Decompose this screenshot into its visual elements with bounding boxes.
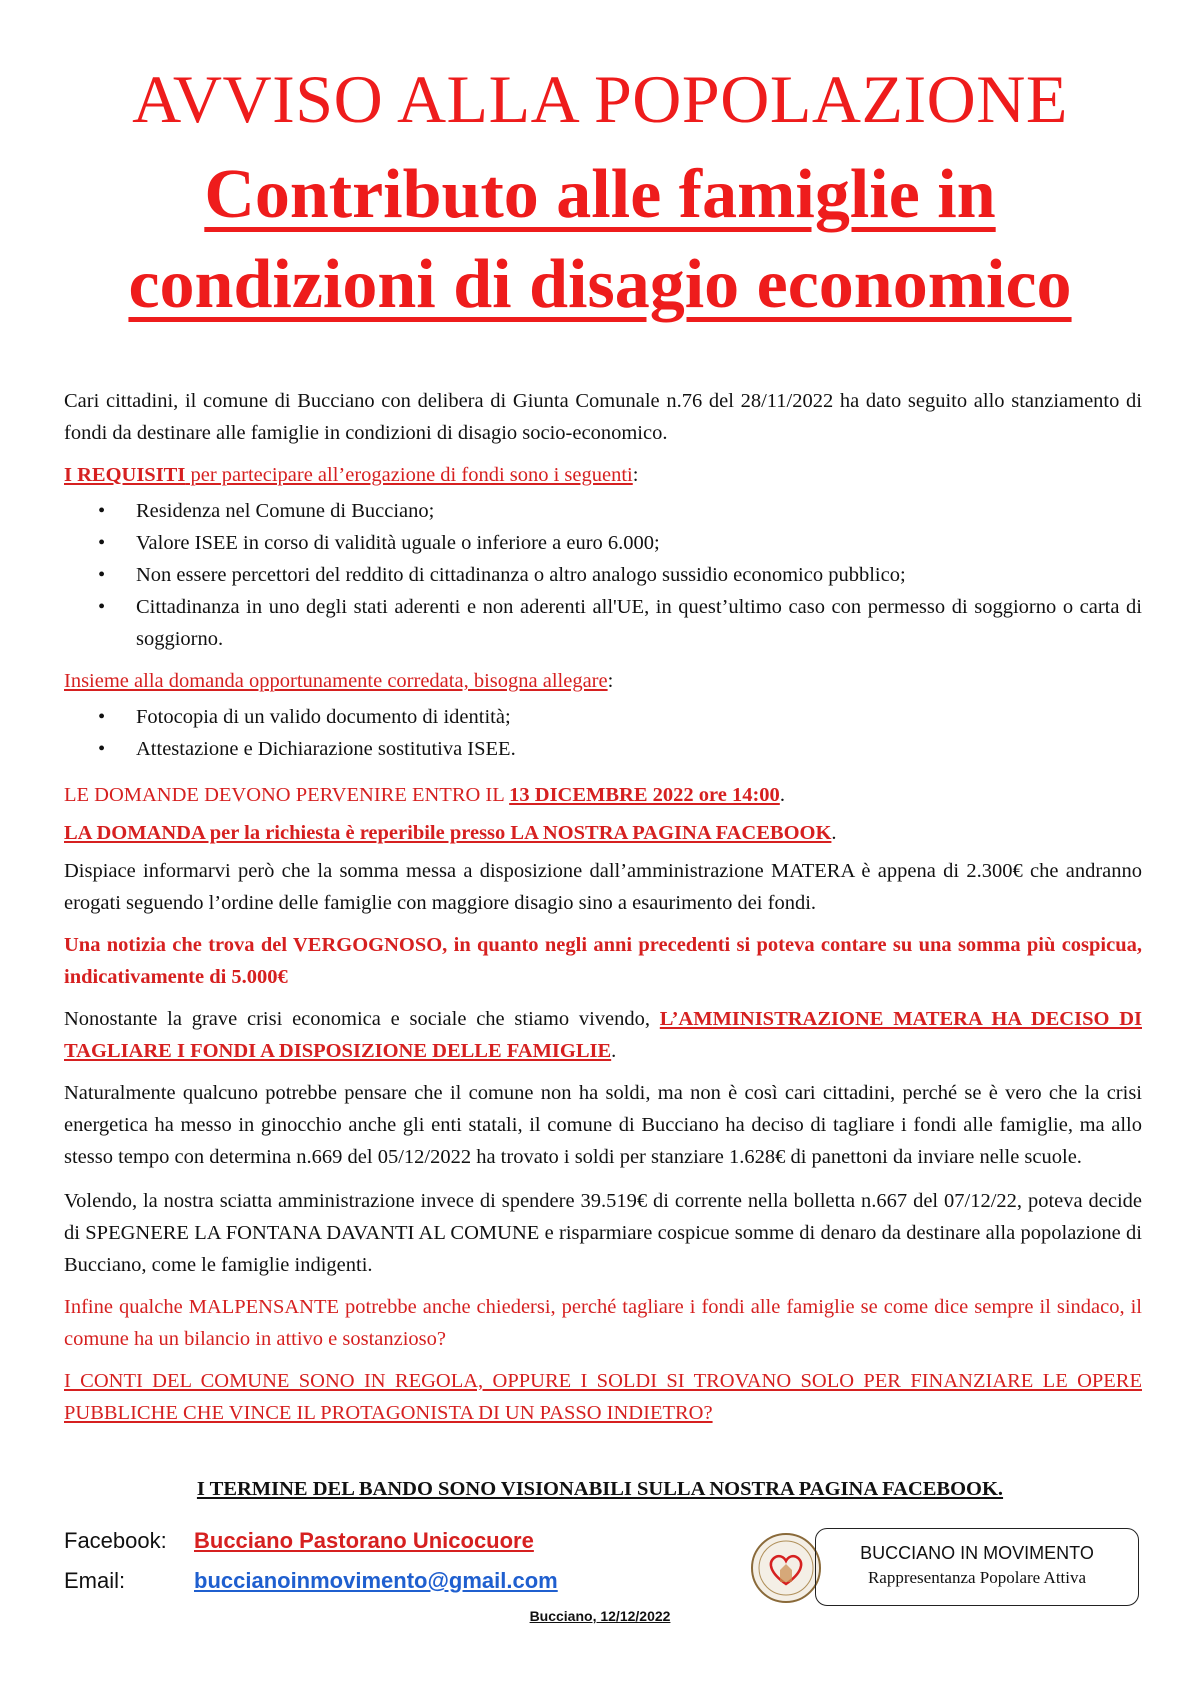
requirements-lead-text: per partecipare all’erogazione di fondi sono i seguenti <box>185 464 633 486</box>
cuts-paragraph <box>64 1003 1142 1067</box>
page-title: AVVISO ALLA POPOLAZIONE <box>132 61 1068 137</box>
subtitle-line-2: condizioni di disagio economico <box>128 246 1072 323</box>
brand-tagline: Rappresentanza Popolare Attiva <box>867 1568 1087 1587</box>
question-paragraph: Infine qualche MALPENSANTE potrebbe anche chiedersi, perché tagliare i fondi alle famiglie se come dice sempre il sindaco, il comune ha un bilancio in attivo e sostanzioso? <box>64 1296 1142 1350</box>
requirements-lead-bold: I REQUISITI <box>64 464 186 486</box>
terms-notice: I TERMINE DEL BANDO SONO VISIONABILI SULLA NOSTRA PAGINA FACEBOOK. <box>196 1478 1004 1500</box>
facebook-label: Facebook: <box>64 1528 167 1553</box>
application-text: LA DOMANDA per la richiesta è reperibile presso LA NOSTRA PAGINA FACEBOOK <box>64 822 832 844</box>
heart-seal-logo-icon <box>750 1532 822 1604</box>
brand-box <box>815 1528 1139 1606</box>
email-label: Email: <box>64 1568 126 1593</box>
cuts-highlight: L’AMMINISTRAZIONE MATERA HA DECISO DI TAGLIARE I FONDI A DISPOSIZIONE DELLE FAMIGLIE <box>64 1008 1142 1062</box>
list-item: • Fotocopia di un valido documento di identità; <box>64 701 1142 733</box>
requirements-heading <box>64 459 1142 491</box>
deadline-end: . <box>779 784 785 806</box>
subtitle-line-1: Contributo alle famiglie in <box>204 156 996 233</box>
email-link[interactable]: buccianoinmovimento@gmail.com <box>194 1568 558 1593</box>
notice-date: Bucciano, 12/12/2022 <box>529 1608 671 1624</box>
cuts-end: . <box>611 1040 617 1062</box>
list-item: • Valore ISEE in corso di validità uguale o inferiore a euro 6.000; <box>64 527 1142 559</box>
cuts-lead: Nonostante la grave crisi economica e sociale che stiamo vivendo, <box>64 1008 660 1030</box>
requirements-list <box>64 495 1142 655</box>
attachments-lead: Insieme alla domanda opportunamente corredata, bisogna allegare <box>64 670 608 692</box>
list-item: • Cittadinanza in uno degli stati aderenti e non aderenti all'UE, in quest’ultimo caso con permesso di soggiorno o carta di soggiorno. <box>64 591 1142 655</box>
panettoni-paragraph: Naturalmente qualcuno potrebbe pensare che il comune non ha soldi, ma non è così cari cittadini, perché se è vero che la crisi energetica ha messo in ginocchio anche gli enti statali, il comune di Bucciano ha deciso di tagliare i fondi alle famiglie, ma allo stesso tempo con determina n.669 del 05/12/2022 ha trovato i soldi per stanziare 1.628€ di panettoni da inviare nelle scuole. <box>64 1082 1142 1168</box>
brand-name: BUCCIANO IN MOVIMENTO <box>860 1543 1094 1563</box>
deadline-text: LE DOMANDE DEVONO PERVENIRE ENTRO IL <box>64 784 510 806</box>
facebook-link[interactable]: Bucciano Pastorano Unicocuore <box>194 1528 534 1553</box>
notice-paragraph: Una notizia che trova del VERGOGNOSO, in quanto negli anni precedenti si poteva contare su una somma più cospicua, indicativamente di 5.000€ <box>64 934 1142 988</box>
list-item: • Attestazione e Dichiarazione sostitutiva ISEE. <box>64 733 1142 765</box>
deadline-date: 13 DICEMBRE 2022 ore 14:00 <box>509 784 780 806</box>
notice-body <box>64 385 1142 1429</box>
application-line <box>64 817 1142 849</box>
attachments-heading <box>64 665 1142 697</box>
facebook-contact <box>64 1528 534 1554</box>
intro-paragraph: Cari cittadini, il comune di Bucciano con delibera di Giunta Comunale n.76 del 28/11/2022 ha dato seguito allo stanziamento di fondi da destinare alle famiglie in condizioni di disagio socio-economico. <box>64 390 1142 444</box>
page-subtitle <box>40 150 1160 330</box>
amount-paragraph: Dispiace informarvi però che la somma messa a disposizione dall’amministrazione MATERA è appena di 2.300€ che andranno erogati seguendo l’ordine delle famiglie con maggiore disagio sino a esaurimento dei fondi. <box>64 860 1142 914</box>
final-question: I CONTI DEL COMUNE SONO IN REGOLA, OPPURE I SOLDI SI TROVANO SOLO PER FINANZIARE LE OPERE PUBBLICHE CHE VINCE IL PROTAGONISTA DI UN PASSO INDIETRO? <box>64 1370 1142 1424</box>
attachments-list <box>64 701 1142 765</box>
fountain-paragraph: Volendo, la nostra sciatta amministrazione invece di spendere 39.519€ di corrente nella bolletta n.667 del 07/12/22, poteva decide di SPEGNERE LA FONTANA DAVANTI AL COMUNE e risparmiare cospicue somme di denaro da destinare alla popolazione di Bucciano, come le famiglie indigenti. <box>64 1190 1142 1276</box>
list-item: • Residenza nel Comune di Bucciano; <box>64 495 1142 527</box>
attachments-colon: : <box>607 670 614 692</box>
email-contact <box>64 1568 558 1594</box>
application-end: . <box>831 822 837 844</box>
list-item: • Non essere percettori del reddito di cittadinanza o altro analogo sussidio economico pubblico; <box>64 559 1142 591</box>
deadline-line <box>64 779 1142 811</box>
requirements-colon: : <box>632 464 639 486</box>
